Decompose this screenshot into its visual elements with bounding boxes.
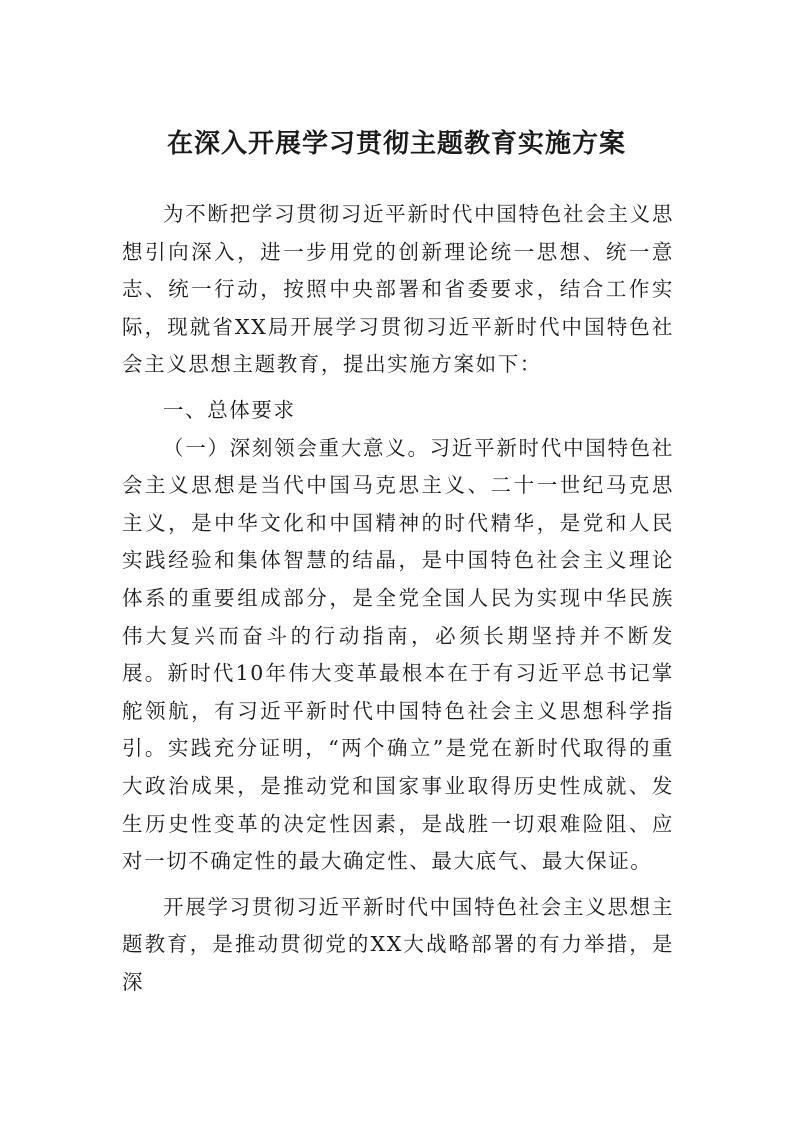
intro-paragraph: 为不断把学习贯彻习近平新时代中国特色社会主义思想引向深入，进一步用党的创新理论统一思想、统一意志、统一行动，按照中央部署和省委要求，结合工作实际，现就省XX局开展学习贯彻习近平新时代中国特色社会主义思想主题教育，提出实施方案如下： (122, 202, 674, 377)
document-body (122, 196, 674, 1001)
subsection-paragraph-significance: （一）深刻领会重大意义。习近平新时代中国特色社会主义思想是当代中国马克思主义、二十一世纪马克思主义，是中华文化和中国精神的时代精华，是党和人民实践经验和集体智慧的结晶，是中国特色社会主义理论体系的重要组成部分，是全党全国人民为实现中华民族伟大复兴而奋斗的行动指南，必须长期坚持并不断发展。新时代10年伟大变革最根本在于有习近平总书记掌舵领航，有习近平新时代中国特色社会主义思想科学指引。实践充分证明，“两个确立”是党在新时代取得的重大政治成果，是推动党和国家事业取得历史性成就、发生历史性变革的决定性因素，是战胜一切艰难险阻、应对一切不确定性的最大确定性、最大底气、最大保证。 (122, 435, 674, 874)
document-title: 在深入开展学习贯彻主题教育实施方案 (166, 129, 626, 159)
section-heading-general-requirements: 一、总体要求 (163, 397, 296, 422)
continuation-paragraph: 开展学习贯彻习近平新时代中国特色社会主义思想主题教育，是推动贯彻党的XX大战略部署的有力举措，是深 (122, 894, 674, 994)
